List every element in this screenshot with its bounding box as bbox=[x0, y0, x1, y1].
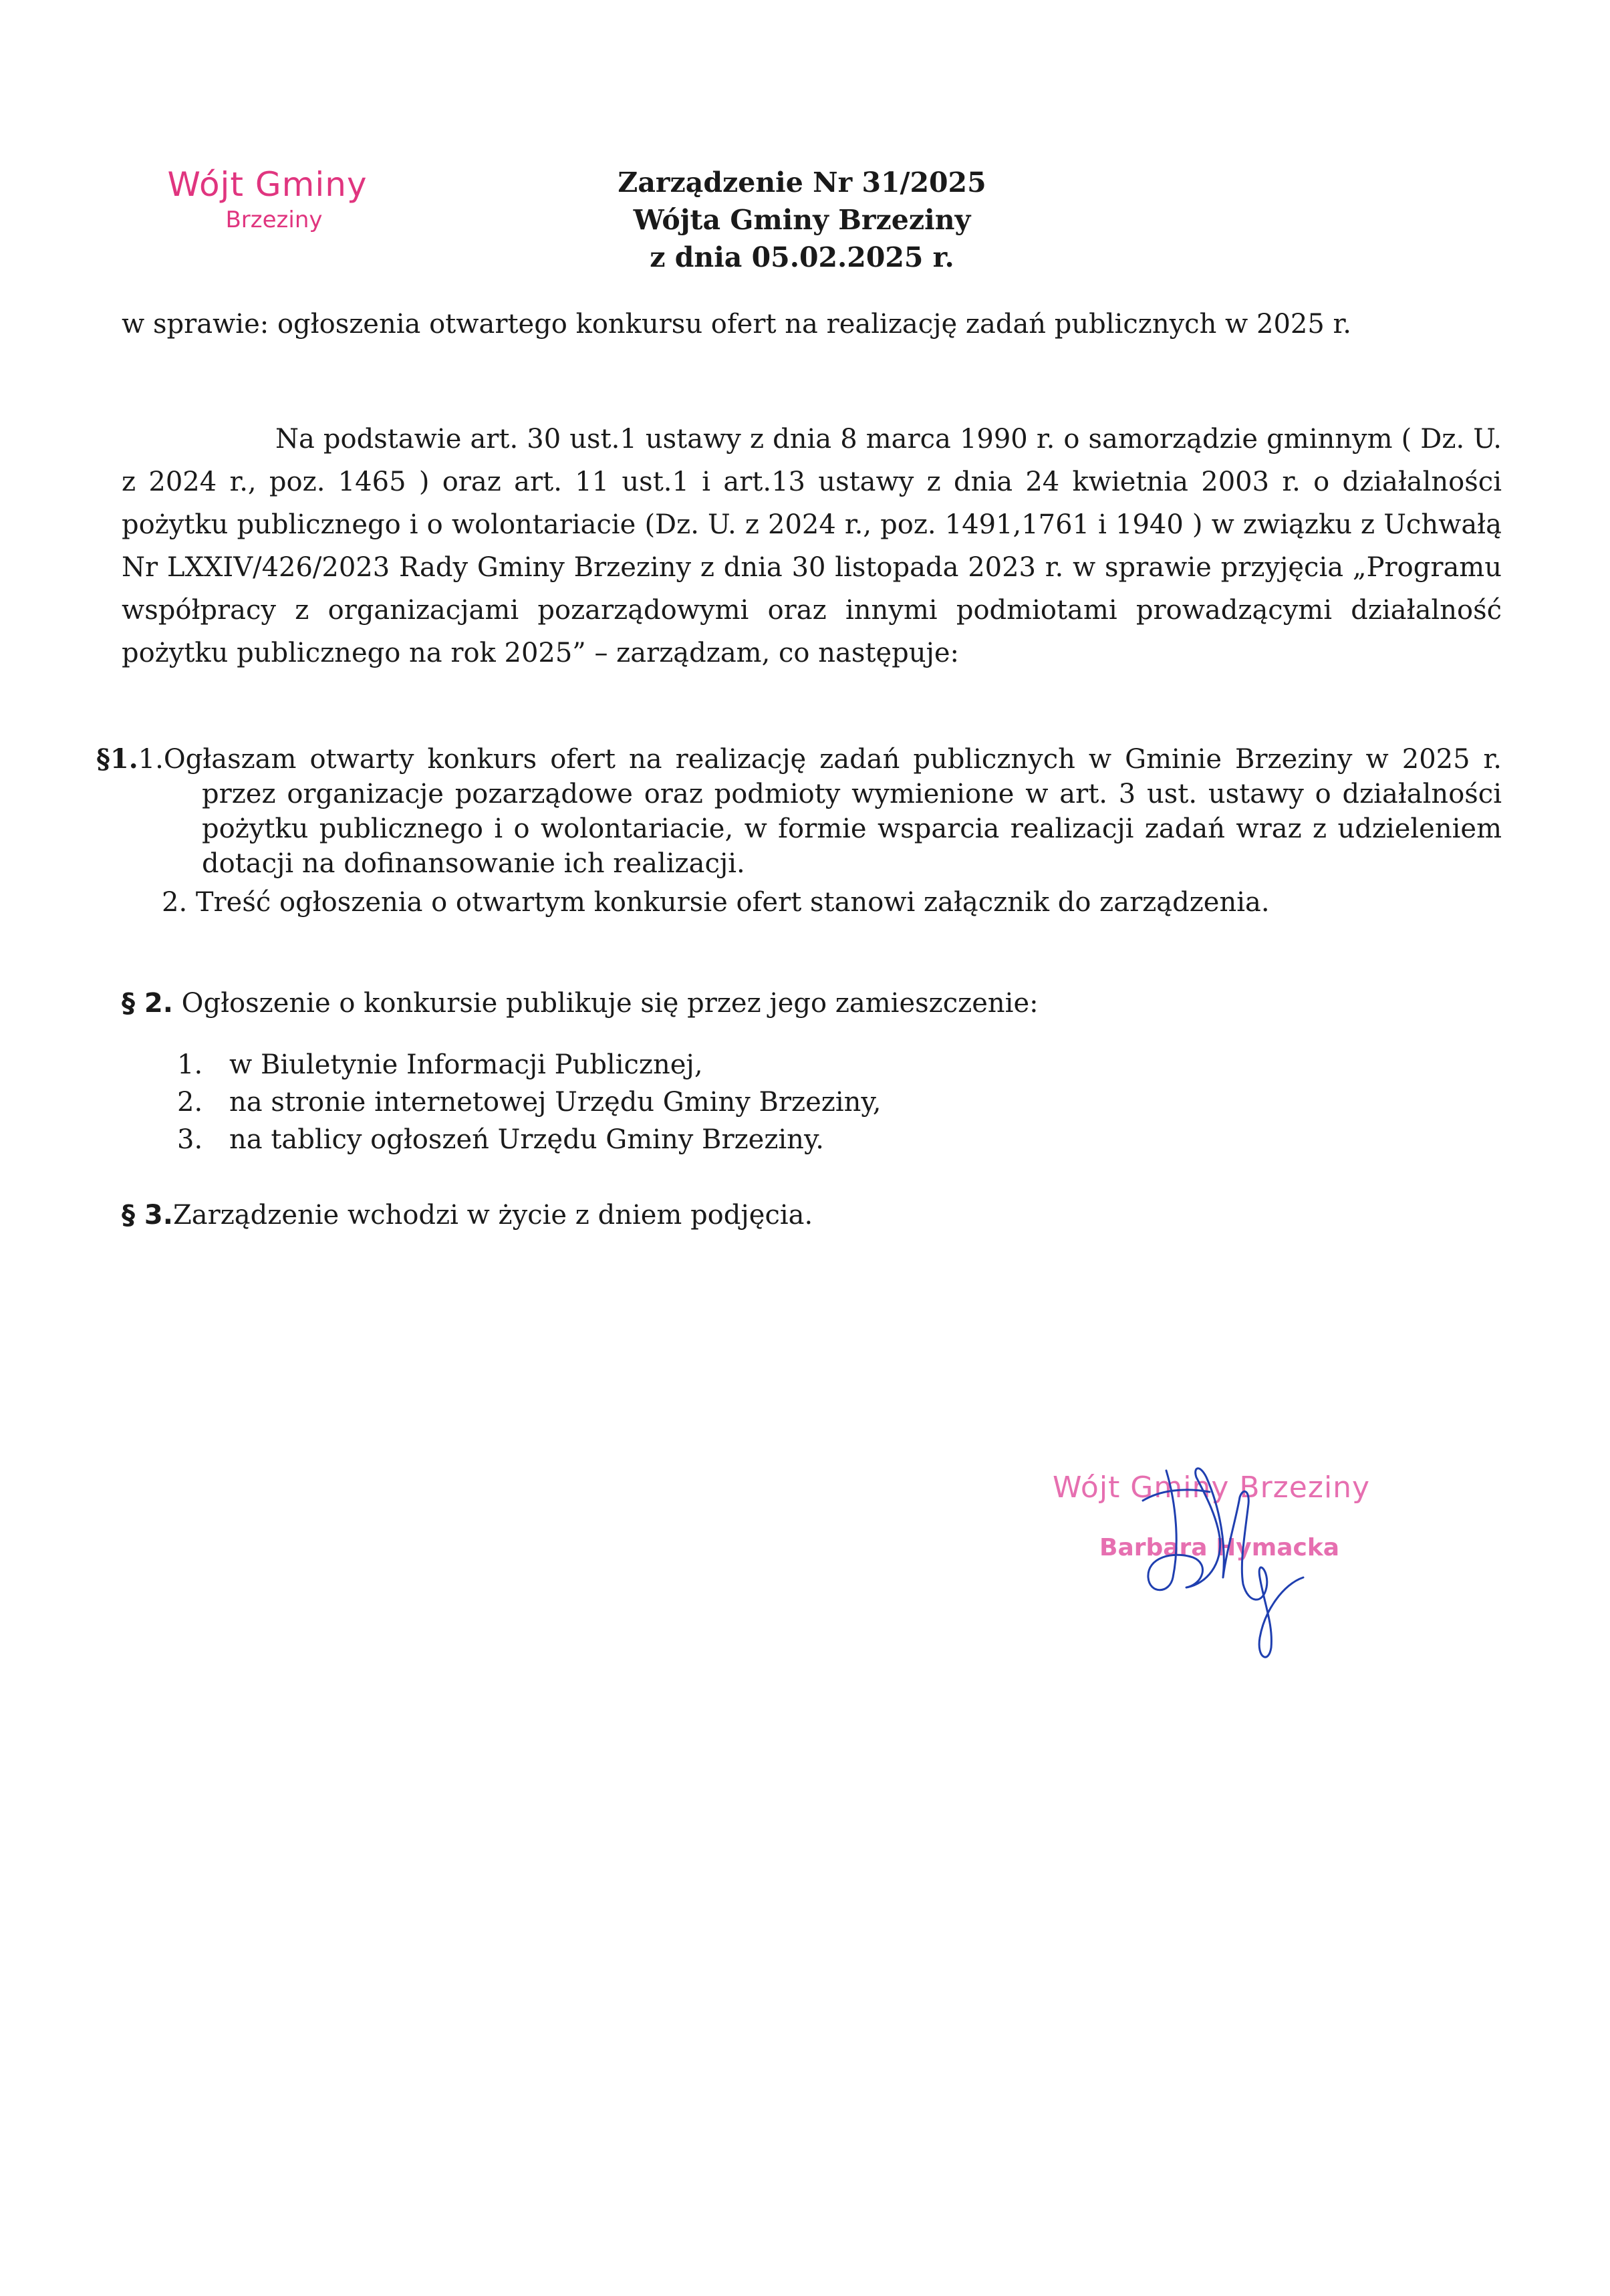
list-item: 2. na stronie internetowej Urzędu Gminy Brzeziny, bbox=[177, 1087, 882, 1118]
signature-block bbox=[1036, 1450, 1410, 1671]
section-2-label: § 2. bbox=[122, 988, 173, 1019]
header-date: z dnia 05.02.2025 r. bbox=[650, 241, 954, 273]
stamp-line-1: Wójt Gminy bbox=[167, 165, 368, 204]
section-2 bbox=[122, 988, 1039, 1019]
list-item: 1. w Biuletynie Informacji Publicznej, bbox=[177, 1049, 703, 1080]
publication-list bbox=[177, 1046, 881, 1158]
section-1-label: §1. bbox=[96, 743, 138, 775]
subject-line: w sprawie: ogłoszenia otwartego konkursu ofert na realizację zadań publicznych w 2025 r. bbox=[122, 309, 1351, 340]
office-stamp bbox=[160, 164, 374, 235]
stamp-line-2: Brzeziny bbox=[225, 207, 323, 233]
preamble-text: Na podstawie art. 30 ust.1 ustawy z dnia 8 marca 1990 r. o samorządzie gminnym ( Dz. U. z 2024 r., poz. 1465 ) oraz art. 11 ust.1 i art.13 ustawy z dnia 24 kwietnia 2003 r. o działalności pożytku publicznego i o wolontariacie (Dz. U. z 2024 r., poz. 1491,1761 i 1940 ) w związku z Uchwałą Nr LXXIV/426/2023 Rady Gminy Brzeziny z dnia 30 listopada 2023 r. w sprawie przyjęcia „Programu współpracy z organizacjami pozarządowymi oraz innymi podmiotami prowadzącymi działalność pożytku publicznego na rok 2025” – zarządzam, co następuje: bbox=[122, 424, 1502, 668]
section-3-text: Zarządzenie wchodzi w życie z dniem podjęcia. bbox=[172, 1200, 813, 1231]
preamble-paragraph bbox=[122, 418, 1502, 674]
section-1-item-2: 2. Treść ogłoszenia o otwartym konkursie ofert stanowi załącznik do zarządzenia. bbox=[162, 887, 1270, 918]
section-1-item-1: 1.Ogłaszam otwarty konkurs ofert na realizację zadań publicznych w Gminie Brzeziny w 2025 r. przez organizacje pozarządowe oraz podmioty wymienione w art. 3 ust. ustawy o działalności pożytku publicznego i o wolontariacie, w formie wsparcia realizacji zadań wraz z udzieleniem dotacji na dofinansowanie ich realizacji. bbox=[138, 744, 1502, 879]
section-3-label: § 3. bbox=[122, 1200, 173, 1231]
section-3 bbox=[122, 1200, 813, 1231]
signature-stamp-name: Barbara Hymacka bbox=[1099, 1534, 1340, 1561]
handwritten-signature bbox=[1036, 1450, 1410, 1671]
header-issuer: Wójta Gminy Brzeziny bbox=[633, 204, 971, 236]
section-1-body bbox=[96, 742, 1502, 920]
list-item: 3. na tablicy ogłoszeń Urzędu Gminy Brzeziny. bbox=[177, 1124, 824, 1155]
document-header bbox=[468, 164, 1136, 276]
section-2-text: Ogłoszenie o konkursie publikuje się przez jego zamieszczenie: bbox=[172, 988, 1039, 1019]
signature-stamp-title: Wójt Gminy Brzeziny bbox=[1053, 1471, 1371, 1505]
header-title: Zarządzenie Nr 31/2025 bbox=[618, 166, 986, 199]
